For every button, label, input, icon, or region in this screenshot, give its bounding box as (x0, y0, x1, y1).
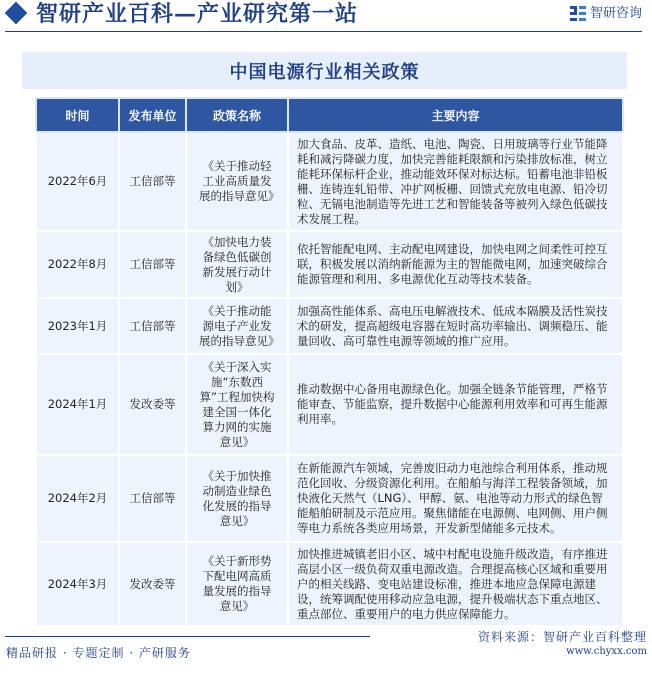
brand-name: 智研咨询 (589, 6, 642, 21)
cell-content: 依托智能配电网、主动配电网建设，加快电网之间柔性可控互联，积极发展以消纳新能源为主的智能微电网，加速突破综合能源管理和利用、多电源优化互动等技术装备。 (288, 231, 623, 298)
site-title: 智研产业百科—产业研究第一站 (36, 1, 359, 27)
page-title: 中国电源行业相关政策 (22, 52, 627, 89)
cell-policy: 《关于深入实施“东数西算”工程加快构建全国一体化算力网的实施意见》 (186, 354, 288, 455)
cell-policy: 《关于新形势下配电网高质量发展的指导意见》 (186, 542, 288, 626)
top-bar (0, 0, 652, 32)
table-header-row (36, 98, 623, 132)
cell-policy: 《关于推动能源电子产业发展的指导意见》 (186, 298, 288, 354)
cell-issuer: 工信部等 (119, 132, 186, 231)
column-header-date: 时间 (36, 98, 119, 132)
cell-content: 加大食品、皮革、造纸、电池、陶瓷、日用玻璃等行业节能降耗和减污降碳力度，加快完善能耗限额和污染排放标准，树立能耗环保标杆企业，推动能效环保对标达标。铅蓄电池非铅板栅、连铸连轧铅带、冲扩网板栅、回馈式充放电电源、铅冷切粒、无镉电池制造等先进工艺和智能装备等被列入绿色低碳技术发展工程。 (288, 132, 623, 231)
divider (5, 31, 642, 32)
brand[interactable] (570, 6, 642, 22)
cell-content: 推动数据中心备用电源绿色化。加强全链条节能管理，严格节能审查、节能监察，提升数据中心能源利用效率和可再生能源利用率。 (288, 354, 623, 455)
cell-content: 加强高性能体系、高电压电解液技术、低成本隔膜及活性炭技术的研发，提高超级电容器在短时高功率输出、调频稳压、能量回收、高可靠性电源等领域的推广应用。 (288, 298, 623, 354)
table-row (36, 542, 623, 626)
cell-date: 2022年8月 (36, 231, 119, 298)
table-row (36, 132, 623, 231)
cell-content: 在新能源汽车领域，完善废旧动力电池综合利用体系，推动规范化回收、分级资源化利用。在船舶与海洋工程装备领域，加快液化天然气（LNG）、甲醇、氨、电池等动力形式的绿色智能船舶研制及示范应用。聚焦储能在电源侧、电网侧、用户侧等电力系统各类应用场景，开发新型储能多元技术。 (288, 455, 623, 542)
cell-issuer: 工信部等 (119, 298, 186, 354)
column-header-issuer: 发布单位 (119, 98, 186, 132)
column-header-content: 主要内容 (288, 98, 623, 132)
cell-date: 2022年6月 (36, 132, 119, 231)
cell-policy: 《加快电力装备绿色低碳创新发展行动计划》 (186, 231, 288, 298)
brand-logo-icon (570, 6, 586, 22)
cell-issuer: 工信部等 (119, 231, 186, 298)
table-row (36, 298, 623, 354)
table-row (36, 455, 623, 542)
cell-issuer: 发改委等 (119, 542, 186, 626)
cell-policy: 《关于推动轻工业高质量发展的指导意见》 (186, 132, 288, 231)
policy-table (35, 97, 624, 627)
column-header-policy: 政策名称 (186, 98, 288, 132)
cell-date: 2024年2月 (36, 455, 119, 542)
cell-date: 2023年1月 (36, 298, 119, 354)
source-note: 资料来源：智研产业百科整理 (477, 630, 647, 644)
footer-divider (5, 636, 370, 637)
cell-content: 加快推进城镇老旧小区、城中村配电设施升级改造，有序推进高层小区一级负荷双重电源改造。合理提高核心区域和重要用户的相关线路、变电站建设标准，推进本地应急保障电源建设，统筹调配使用移动应急电源，提升极端状态下重点地区、重点部位、重要用户的电力供应保障能力。 (288, 542, 623, 626)
website-link[interactable]: www.chyxx.com (566, 646, 647, 657)
cell-issuer: 发改委等 (119, 354, 186, 455)
cell-issuer: 工信部等 (119, 455, 186, 542)
table-row (36, 231, 623, 298)
footer-slogan: 精品研报 · 专题定制 · 产研服务 (6, 646, 191, 660)
table-row (36, 354, 623, 455)
cell-policy: 《关于加快推动制造业绿色化发展的指导意见》 (186, 455, 288, 542)
cell-date: 2024年3月 (36, 542, 119, 626)
cell-date: 2024年1月 (36, 354, 119, 455)
diamond-icon (5, 2, 28, 25)
